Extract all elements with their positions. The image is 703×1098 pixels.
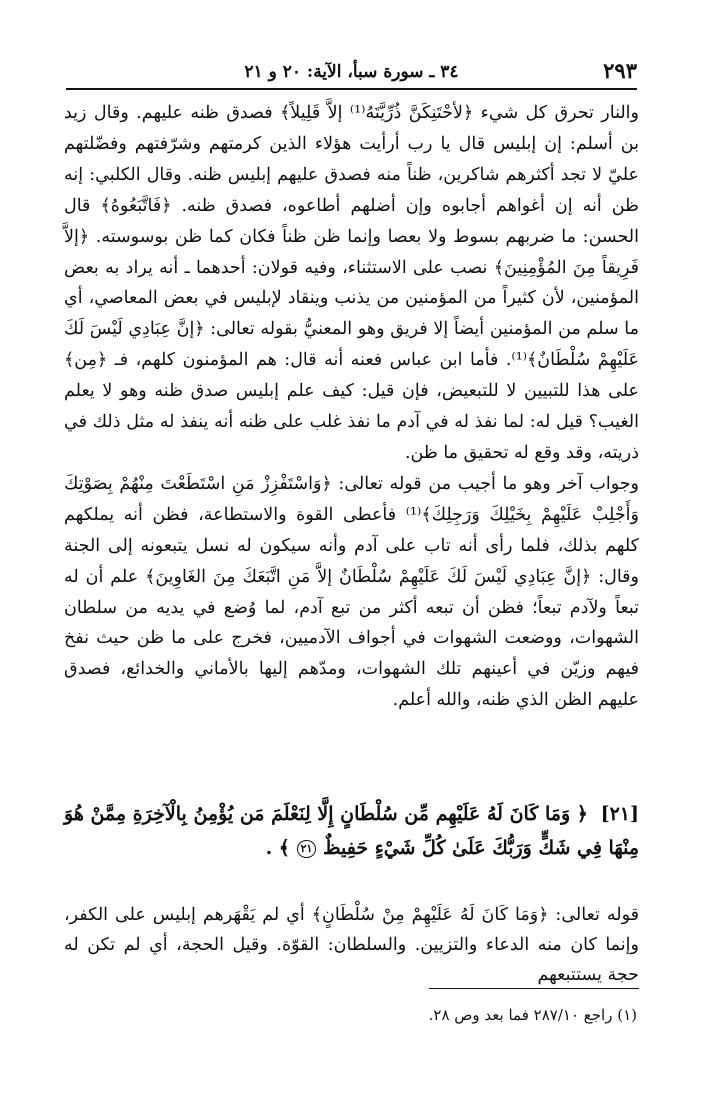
verse-commentary bbox=[64, 900, 639, 990]
verse-closing: ﴾ . bbox=[265, 837, 290, 859]
page-number: ٢٩٣ bbox=[603, 58, 637, 83]
page-header bbox=[66, 58, 637, 90]
paragraph-2: وجواب آخر وهو ما أجيب من قوله تعالى: ﴿وَاسْتَفْزِزْ مَنِ اسْتَطَعْتَ مِنْهُمْ بِصَوْتِكَ وَأَجْلِبْ عَلَيْهِمْ بِخَيْلِكَ وَرَجِلِكَ﴾⁽¹⁾ فأعطى القوة والاستطاعة، فظن أنه يملكهم كلهم بذلك، فلما رأى أنه تاب على آدم وأنه سيكون له نسل يتبعونه إلى الجنة وقال: ﴿إنَّ عِبَادِي لَيْسَ لَكَ عَلَيْهِمْ سُلْطَانٌ إلاَّ مَنِ اتَّبَعَكَ مِنَ الغَاوِينَ﴾ علم أن له تبعاً ولآدم تبعاً؛ فظن أن تبعه أكثر من تبع آدم، لما وُضع في يديه من سلطان الشهوات، ووضعت الشهوات في أجواف الآدميين، فخرج على ما ظن حيث نفخ فيهم وزيّن في أعينهم تلك الشهوات، ومدّهم إليها بالأماني والخدائع، فصدق عليهم الظن الذي ظنه، والله أعلم. bbox=[64, 473, 639, 711]
verse-text: ﴿ وَمَا كَانَ لَهُ عَلَيْهِم مِّن سُلْطَانٍ إِلَّا لِنَعْلَمَ مَن يُؤْمِنُ بِالْآخِرَةِ مِمَّنْ هُوَ مِنْهَا فِي شَكٍّ وَرَبُّكَ عَلَىٰ كُلِّ شَيْءٍ حَفِيظٌ bbox=[64, 803, 639, 859]
paragraph-1: والنار تحرق كل شيء ﴿لأحْتَنِكَنَّ ذُرِّيَّتَهُ⁽¹⁾ إلاَّ قَلِيلاً﴾ فصدق ظنه عليهم. وقال زيد بن أسلم: إن إبليس قال يا رب أرأيت هؤلاء الذين كرمتهم وشرّفتهم وفضّلتهم عليّ لا تجد أكثرهم شاكرين، ظناً منه فصدق عليهم إبليس ظنه. وقال الكلبي: إنه ظن أنه إن أغواهم أجابوه وإن أضلهم أطاعوه، فصدق ظنه. ﴿فَاتَّبَعُوهُ﴾ قال الحسن: ما ضربهم بسوط ولا بعصا وإنما ظن ظناً فكان كما ظن بوسوسته. ﴿إلاَّ فَرِيقاً مِنَ المُؤْمِنِينَ﴾ نصب على الاستثناء، وفيه قولان: أحدهما ـ أنه يراد به بعض المؤمنين، لأن كثيراً من المؤمنين من يذنب وينقاد لإبليس في بعض المعاصي، أي ما سلم من المؤمنين أيضاً إلا فريق وهو المعنيُّ بقوله تعالى: ﴿إنَّ عِبَادِي لَيْسَ لَكَ عَلَيْهِمْ سُلْطَانٌ﴾⁽¹⁾. فأما ابن عباس فعنه أنه قال: هم المؤمنون كلهم، فـ ﴿مِن﴾ على هذا للتبيين لا للتبعيض، فإن قيل: كيف علم إبليس صدق ظنه وهو لا يعلم الغيب؟ قيل له: لما نفذ له في آدم ما نفذ غلب على ظنه أنه ينفذ له مثل ذلك في ذريته، وقد وقع له تحقيق ما ظن. bbox=[64, 103, 639, 463]
verse-number: [٢١] bbox=[600, 803, 639, 825]
footnote-rule bbox=[429, 988, 639, 989]
footnote: (١) راجع ٢٨٧/١٠ فما بعد وص ٢٨. bbox=[428, 1006, 637, 1024]
running-title: ٣٤ ـ سورة سبأ، الآية: ٢٠ و ٢١ bbox=[244, 62, 459, 82]
header-rule bbox=[66, 88, 637, 90]
commentary-text: قوله تعالى: ﴿وَمَا كَانَ لَهُ عَلَيْهِمْ مِنْ سُلْطَانٍ﴾ أي لم يَقْهَرهم إبليس على الكفر، وإنما كان منه الدعاء والتزيين. والسلطان: القوّة. وقيل الحجة، أي لم تكن له حجة يستتبعهم bbox=[64, 905, 639, 985]
main-text bbox=[64, 98, 639, 716]
quran-verse bbox=[64, 797, 639, 865]
ayah-end-marker: ٢١ bbox=[297, 840, 317, 858]
